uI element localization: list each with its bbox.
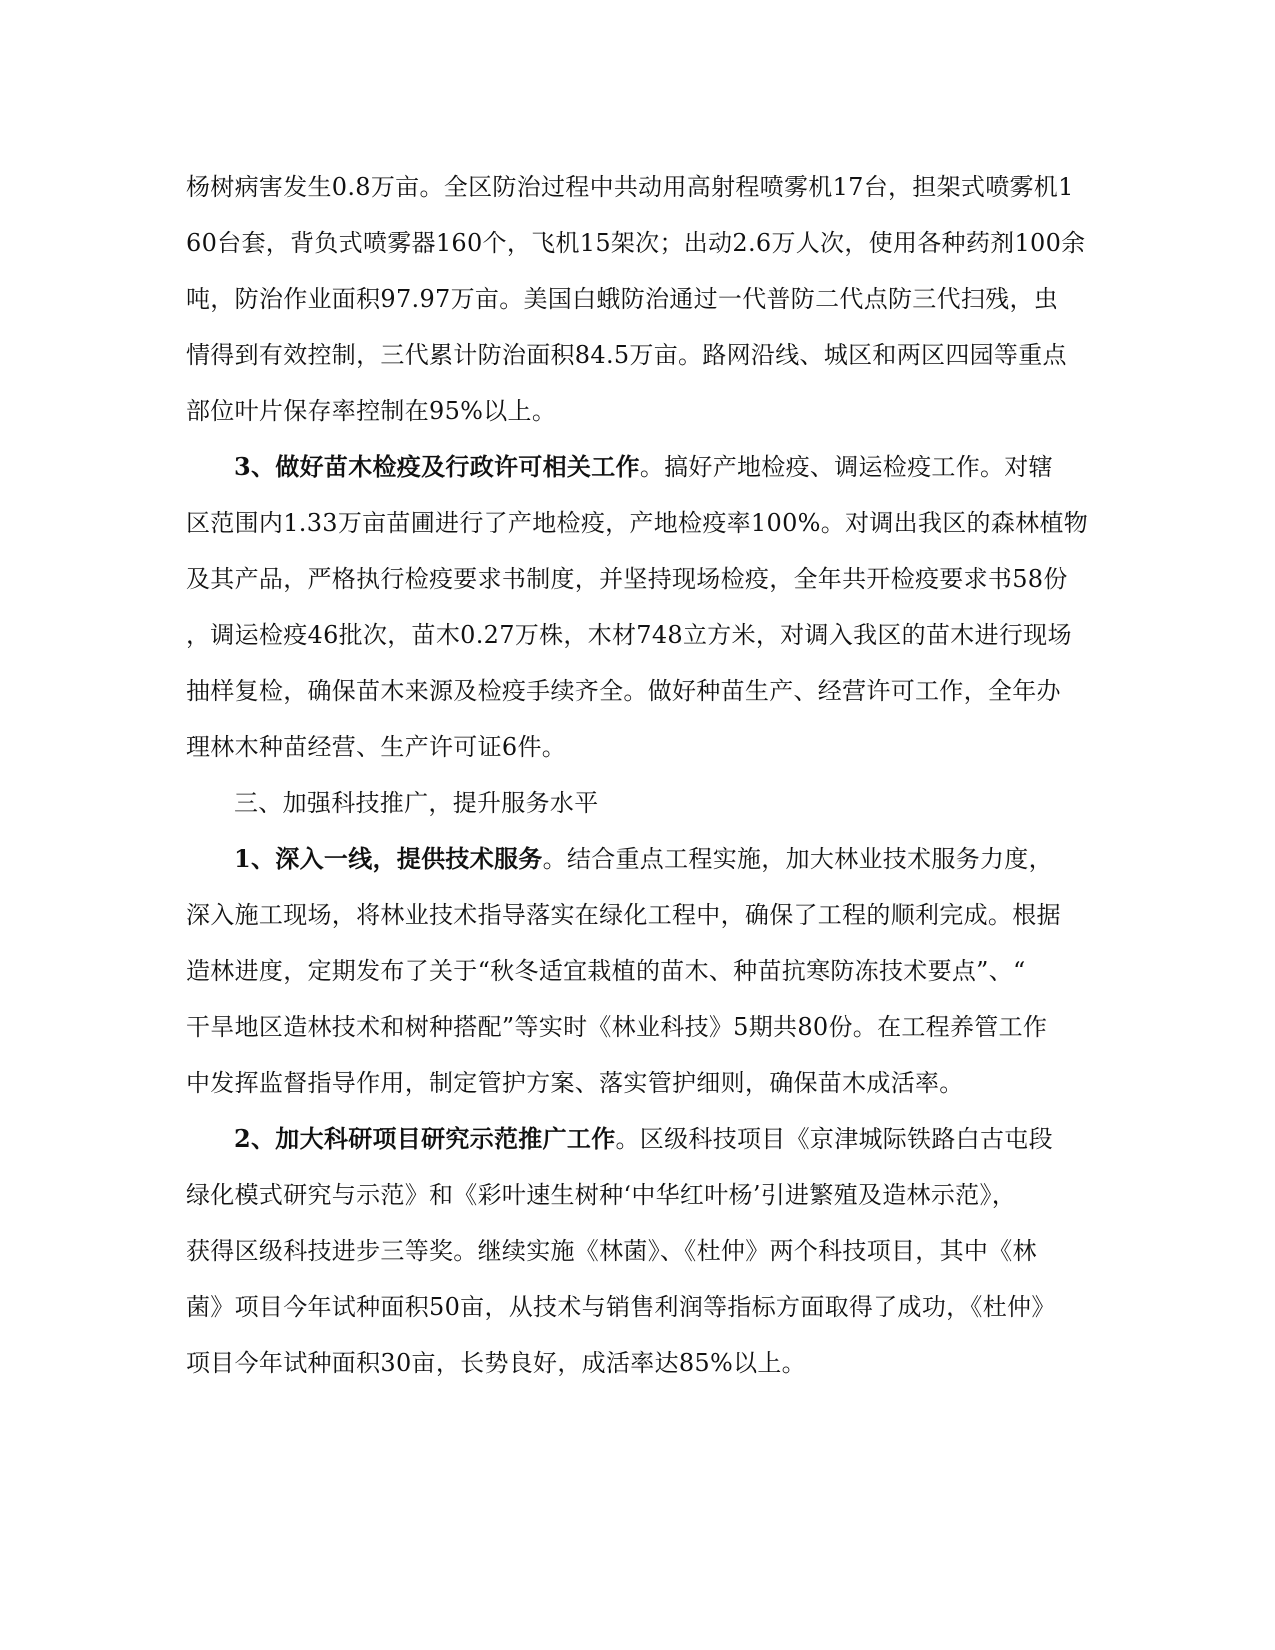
text-line: 造林进度，定期发布了关于“秋冬适宜栽植的苗木、种苗抗寒防冻技术要点”、“ [186, 957, 1026, 985]
text-line: 干旱地区造林技术和树种搭配”等实时《林业科技》5期共80份。在工程养管工作 [186, 1013, 1048, 1041]
text-line: 杨树病害发生0.8万亩。全区防治过程中共动用高射程喷雾机17台，担架式喷雾机1 [186, 173, 1074, 201]
text-run: 。结合重点工程实施，加大林业技术服务力度， [542, 845, 1053, 873]
text-line: 区范围内1.33万亩苗圃进行了产地检疫，产地检疫率100%。对调出我区的森林植物 [186, 509, 1089, 537]
section-heading: 三、加强科技推广，提升服务水平 [234, 789, 599, 817]
paragraph-first-line [234, 844, 1134, 874]
paragraph-first-line [234, 452, 1134, 482]
text-line: ，调运检疫46批次，苗木0.27万株，木材748立方米，对调入我区的苗木进行现场 [186, 621, 1072, 649]
text-line: 抽样复检，确保苗木来源及检疫手续齐全。做好种苗生产、经营许可工作，全年办 [186, 677, 1061, 705]
text-line: 部位叶片保存率控制在95%以上。 [186, 397, 557, 425]
paragraph-first-line [234, 1124, 1134, 1154]
paragraph-lead: 2、加大科研项目研究示范推广工作 [234, 1124, 616, 1153]
text-run: 。搞好产地检疫、调运检疫工作。对辖 [639, 453, 1053, 481]
text-line: 中发挥监督指导作用，制定管护方案、落实管护细则，确保苗木成活率。 [186, 1069, 964, 1097]
text-line: 及其产品，严格执行检疫要求书制度，并坚持现场检疫，全年共开检疫要求书58份 [186, 565, 1068, 593]
text-line: 绿化模式研究与示范》和《彩叶速生树种‘中华红叶杨’引进繁殖及造林示范》， [186, 1181, 1017, 1209]
text-line: 理林木种苗经营、生产许可证6件。 [186, 733, 567, 761]
text-line: 60台套，背负式喷雾器160个，飞机15架次；出动2.6万人次，使用各种药剂100余 [186, 229, 1086, 257]
text-line: 获得区级科技进步三等奖。继续实施《林菌》、《杜仲》两个科技项目，其中《林 [186, 1237, 1037, 1265]
text-line: 情得到有效控制，三代累计防治面积84.5万亩。路网沿线、城区和两区四园等重点 [186, 341, 1067, 369]
text-line: 菌》项目今年试种面积50亩，从技术与销售利润等指标方面取得了成功，《杜仲》 [186, 1293, 1056, 1321]
text-line: 项目今年试种面积30亩，长势良好，成活率达85%以上。 [186, 1349, 806, 1377]
text-line: 深入施工现场，将林业技术指导落实在绿化工程中，确保了工程的顺利完成。根据 [186, 901, 1061, 929]
paragraph-lead: 3、做好苗木检疫及行政许可相关工作 [234, 452, 640, 481]
text-run: 。区级科技项目《京津城际铁路白古屯段 [615, 1125, 1053, 1153]
paragraph-lead: 1、深入一线，提供技术服务 [234, 844, 543, 873]
text-line: 吨，防治作业面积97.97万亩。美国白蛾防治通过一代普防二代点防三代扫残，虫 [186, 285, 1059, 313]
